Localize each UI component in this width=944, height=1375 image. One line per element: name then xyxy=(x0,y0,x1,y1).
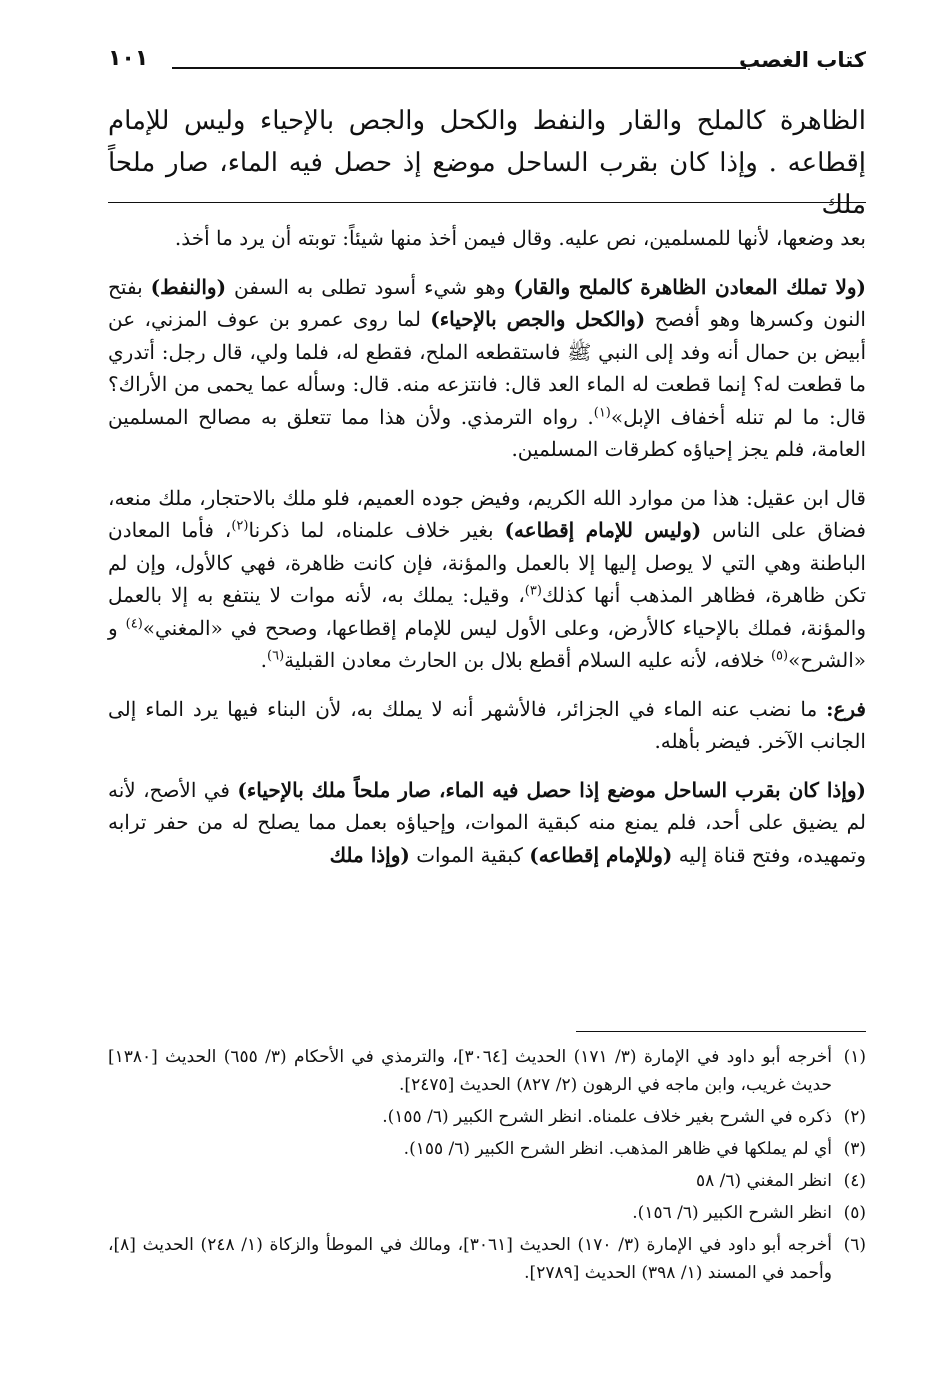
text-run: و «الشرح» xyxy=(108,615,866,672)
footnote-6 xyxy=(108,1231,866,1287)
footnote-number: (٢) xyxy=(843,1107,866,1127)
bold-phrase: (وإذا كان بقرب الساحل موضع إذا حصل فيه الماء، صار ملحاً ملك بالإحياء) xyxy=(237,777,866,802)
paragraph-5 xyxy=(108,774,866,872)
bold-phrase: (وإذا ملك xyxy=(329,842,410,867)
footnote-ref-3[interactable]: (٣) xyxy=(524,583,542,599)
bold-phrase: (والنفط) xyxy=(150,274,227,299)
footnote-2 xyxy=(108,1103,866,1131)
paragraph-3 xyxy=(108,482,866,677)
footnote-number: (٥) xyxy=(843,1203,866,1223)
footnote-3 xyxy=(108,1135,866,1163)
text-run: بغير خلاف علمناه، لما ذكرنا xyxy=(248,518,505,542)
text-run: ما نضب عنه الماء في الجزائر، فالأشهر أنه لا يملك به، لأن البناء فيها يرد الماء إلى الجانب الآخر. فيضر بأهله. xyxy=(108,696,866,753)
footnote-text: أخرجه أبو داود في الإمارة (٣/ ١٧٠) الحديث [٣٠٦١]، ومالك في الموطأ والزكاة (١/ ٢٤٨) الحديث [٨]، وأحمد في المسند (١/ ٣٩٨) الحديث [٢٧٨٩]. xyxy=(108,1235,833,1283)
text-run: كبقية الموات xyxy=(409,842,530,867)
footnote-ref-1[interactable]: (١) xyxy=(593,404,611,420)
footnote-ref-5[interactable]: (٥) xyxy=(770,648,789,664)
footnote-number: (٦) xyxy=(843,1235,866,1255)
text-run: وهو شيء أسود تطلى به السفن xyxy=(226,274,514,299)
footnote-text: أي لم يملكها في ظاهر المذهب. انظر الشرح الكبير (٦/ ١٥٥). xyxy=(403,1139,832,1159)
bold-phrase: (وللإمام إقطاعه) xyxy=(529,842,673,867)
paragraph-1: بعد وضعها، لأنها للمسلمين، نص عليه. وقال فيمن أخذ منها شيئاً: توبته أن يرد ما أخذ. xyxy=(174,226,866,250)
footnote-number: (٣) xyxy=(843,1139,866,1159)
bold-phrase: (والكحل والجص بالإحياء) xyxy=(430,307,646,331)
bold-phrase: فرع: xyxy=(826,696,866,721)
footnote-number: (٤) xyxy=(843,1171,866,1191)
text-run: . xyxy=(260,648,267,672)
footnote-ref-6[interactable]: (٦) xyxy=(267,648,285,664)
paragraph-4 xyxy=(108,693,866,758)
text-run: بفتح النون وكسرها وهو أفصح xyxy=(108,274,866,331)
footnote-text: أخرجه أبو داود في الإمارة (٣/ ١٧١) الحديث [٣٠٦٤]، والترمذي في الأحكام (٣/ ٦٥٥) الحديث [١٣٨٠] حديث غريب، وابن ماجه في الرهون (٢/ ٨٢٧) الحديث [٢٤٧٥]. xyxy=(108,1047,833,1095)
text-run: ، وقيل: يملك به، لأنه موات لا ينتفع به إلا بالعمل والمؤنة، فملك بالإحياء كالأرض، وعلى الأول ليس للإمام إقطاعها، وصحح في «المغني» xyxy=(108,583,867,640)
page-number: ١٠١ xyxy=(108,46,149,71)
footnote-5 xyxy=(108,1199,866,1227)
footnote-text: انظر الشرح الكبير (٦/ ١٥٦). xyxy=(632,1203,832,1223)
footnote-text: انظر المغني (٦/ ٥٨ xyxy=(696,1171,832,1191)
text-run: ، فأما المعادن الباطنة وهي التي لا يوصل إليها إلا بالعمل والمؤنة، فإن كانت ظاهرة، فهي كالأول، وإن لم تكن ظاهرة، فظاهر المذهب أنها كذلك xyxy=(108,518,866,607)
footnote-text: ذكره في الشرح بغير خلاف علمناه. انظر الشرح الكبير (٦/ ١٥٥). xyxy=(382,1107,832,1127)
page-header xyxy=(108,44,866,76)
header-rule xyxy=(172,67,746,69)
text-run: خلافه، لأنه عليه السلام أقطع بلال بن الحارث معادن القبلية xyxy=(284,648,771,672)
text-run: في الأصح، لأنه لم يضيق على أحد، فلم يمنع منه كبقية الموات، وإحياؤه بعمل مما يصلح له من حفر ترابه وتمهيده، وفتح قناة إليه xyxy=(108,777,866,867)
footnote-ref-4[interactable]: (٤) xyxy=(125,615,143,631)
footnote-divider xyxy=(576,1031,866,1032)
footnote-ref-2[interactable]: (٢) xyxy=(231,518,249,534)
text-run: . رواه الترمذي. ولأن هذا مما تتعلق به مصالح المسلمين العامة، فلم يجز إحياؤه كطرقات المسلمين. xyxy=(108,404,866,461)
footnote-number: (١) xyxy=(843,1047,866,1067)
footnote-1 xyxy=(108,1043,866,1099)
footnote-4 xyxy=(108,1167,866,1195)
bold-phrase: (وليس للإمام إقطاعه) xyxy=(504,518,702,542)
matn-text: الظاهرة كالملح والقار والنفط والكحل والجص بالإحياء وليس للإمام إقطاعه . وإذا كان بقرب الساحل موضع إذ حصل فيه الماء، صار ملحاً ملك xyxy=(108,106,866,220)
paragraph-2 xyxy=(108,271,866,466)
commentary-body xyxy=(108,222,866,887)
matn-divider xyxy=(108,202,866,203)
bold-phrase: (ولا تملك المعادن الظاهرة كالملح والقار) xyxy=(513,274,866,299)
text-run: قال ابن عقيل: هذا من موارد الله الكريم، وفيض جوده العميم، فلو ملك بالاحتجار، ملك منعه، فضاق على الناس xyxy=(108,485,866,542)
footnotes xyxy=(108,1043,866,1291)
text-run: لما روى عمرو بن عوف المزني، عن أبيض بن حمال أنه وفد إلى النبي ﷺ فاستقطعه الملح، فقطع له، فلما ولي، قال رجل: أتدري ما قطعت له؟ إنما قطعت له الماء العد قال: فانتزعه منه. قال: وسأله عما يحمى من الأراك؟ قال: ما لم تنله أخفاف الإبل» xyxy=(108,307,866,429)
book-title: كتاب الغصب xyxy=(739,48,866,72)
